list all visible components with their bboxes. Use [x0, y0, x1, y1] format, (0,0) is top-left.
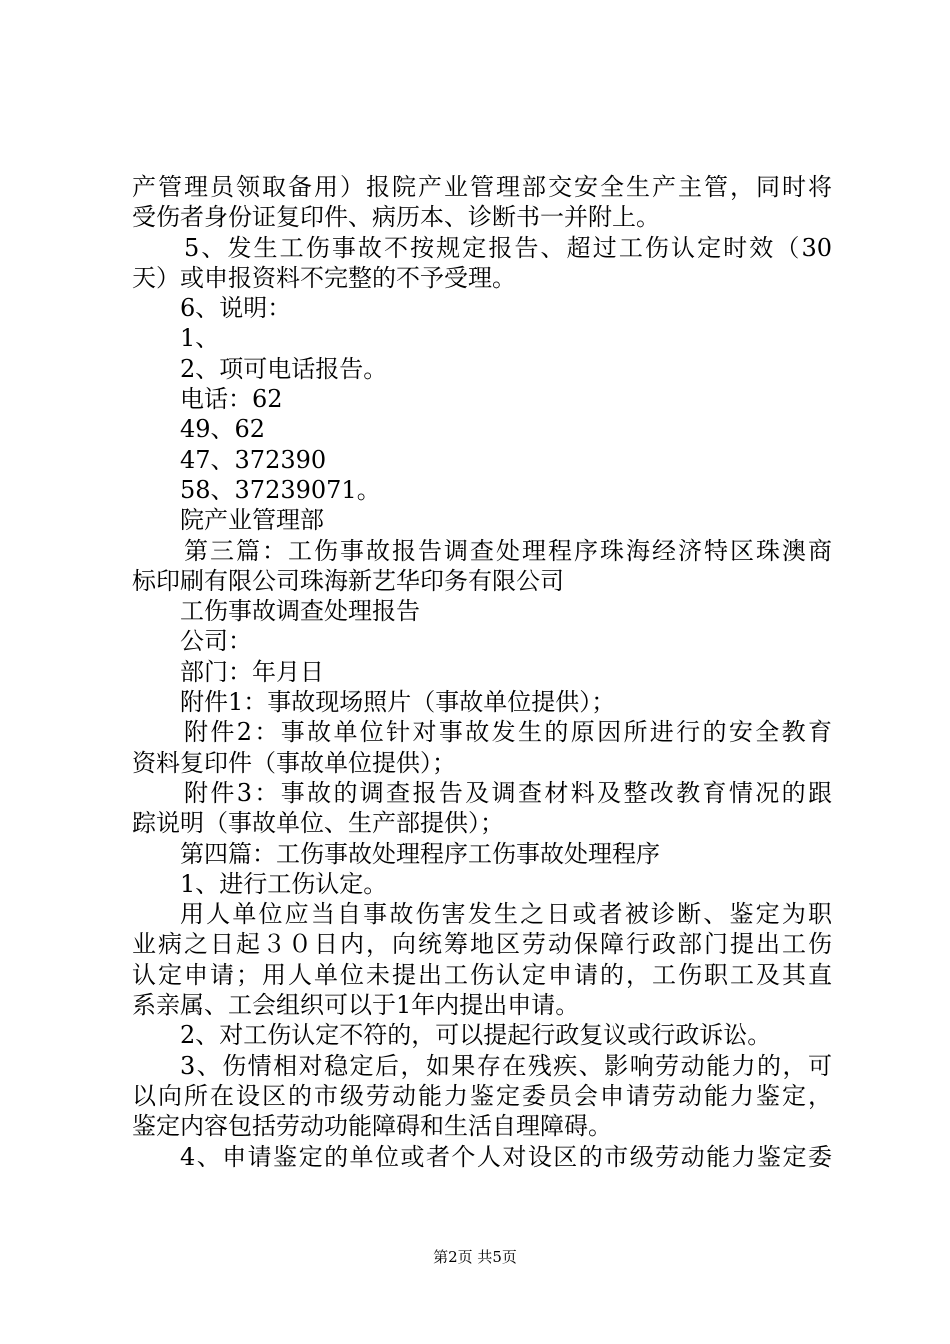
document-body — [132, 172, 832, 1172]
text-line: 47、372390 — [180, 445, 327, 474]
text-line: 附件3：事故的调查报告及调查材料及整改教育情况的跟 — [184, 778, 832, 807]
page-number: 第2页 共5页 — [433, 1248, 517, 1266]
text-line: 受伤者身份证复印件、病历本、诊断书一并附上。 — [132, 203, 660, 232]
text-line: 附件2：事故单位针对事故发生的原因所进行的安全教育 — [184, 718, 832, 747]
text-line: 2、项可电话报告。 — [180, 354, 388, 383]
text-line: 标印刷有限公司珠海新艺华印务有限公司 — [132, 566, 564, 595]
text-line: 天）或申报资料不完整的不予受理。 — [132, 263, 516, 292]
text-line: 以向所在设区的市级劳动能力鉴定委员会申请劳动能力鉴定， — [132, 1081, 832, 1110]
text-line: 5、发生工伤事故不按规定报告、超过工伤认定时效（30 — [184, 233, 832, 262]
text-line: 第四篇：工伤事故处理程序工伤事故处理程序 — [180, 839, 660, 868]
text-line: 1、进行工伤认定。 — [180, 869, 388, 898]
text-line: 踪说明（事故单位、生产部提供）； — [132, 809, 504, 838]
text-line: 产管理员领取备用）报院产业管理部交安全生产主管，同时将 — [132, 173, 832, 201]
text-line: 电话：62 — [180, 385, 283, 414]
text-line: 附件1：事故现场照片（事故单位提供）； — [180, 688, 616, 717]
text-line: 6、说明： — [180, 294, 292, 323]
text-line: 49、62 — [180, 415, 266, 444]
text-line: 系亲属、工会组织可以于1年内提出申请。 — [132, 991, 580, 1020]
text-line: 鉴定内容包括劳动功能障碍和生活自理障碍。 — [132, 1112, 612, 1141]
text-line: 用人单位应当自事故伤害发生之日或者被诊断、鉴定为职 — [180, 900, 832, 929]
text-line: 4、申请鉴定的单位或者个人对设区的市级劳动能力鉴定委 — [180, 1142, 832, 1171]
text-line: 58、37239071。 — [180, 475, 381, 504]
text-line: 业病之日起３０日内，向统筹地区劳动保障行政部门提出工伤 — [132, 930, 832, 959]
text-line: 部门：年月日 — [180, 657, 324, 686]
text-line: 院产业管理部 — [180, 506, 324, 535]
text-line: 3、伤情相对稳定后，如果存在残疾、影响劳动能力的，可 — [180, 1051, 832, 1080]
text-line: 1、 — [180, 324, 220, 353]
text-line: 公司： — [180, 627, 252, 656]
text-line: 认定申请；用人单位未提出工伤认定申请的，工伤职工及其直 — [132, 960, 832, 989]
text-line: 资料复印件（事故单位提供）； — [132, 748, 456, 777]
text-line: 工伤事故调查处理报告 — [180, 597, 420, 626]
text-line: 2、对工伤认定不符的，可以提起行政复议或行政诉讼。 — [180, 1021, 772, 1050]
text-line: 第三篇：工伤事故报告调查处理程序珠海经济特区珠澳商 — [184, 536, 832, 565]
